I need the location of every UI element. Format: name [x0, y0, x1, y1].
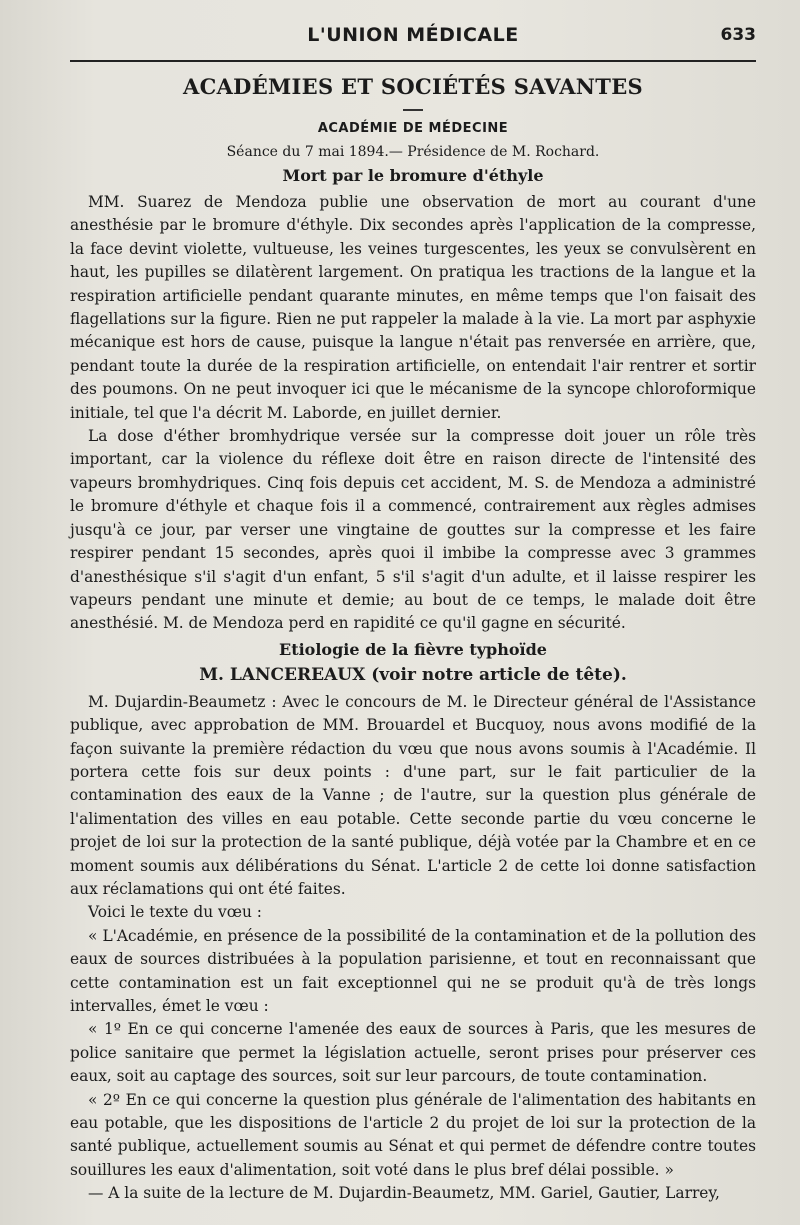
- paragraph-typhoide-2: Voici le texte du vœu :: [88, 903, 262, 922]
- article-subtitle-lancereaux: M. LANCEREAUX (voir notre article de tête).: [199, 664, 627, 685]
- article-title-bromure: Mort par le bromure d'éthyle: [282, 166, 544, 185]
- paragraph-voeu-1: « 1º En ce qui concerne l'amenée des eaux de sources à Paris, que les mesures de police sanitaire que permet la législation actuelle, seront prises pour préserver ces eaux, soit au captage des sources, soit sur leur parcours, de toute contamination.: [70, 1020, 756, 1086]
- running-head: [70, 24, 756, 54]
- header-rule: [70, 60, 756, 62]
- section-title: ACADÉMIES ET SOCIÉTÉS SAVANTES: [182, 74, 643, 99]
- paragraph-voeu-2: « 2º En ce qui concerne la question plus générale de l'alimentation des habitants en eau potable, que les dispositions de l'article 2 du projet de loi sur la protection de la santé publique, actuellement soumis au Sénat et qui permet de défendre contre toutes souillures les eaux d'alimentation, soit voté dans le plus bref délai possible. »: [70, 1090, 756, 1179]
- paragraph-bromure-1: MM. Suarez de Mendoza publie une observation de mort au courant d'une anesthésie par le bromure d'éthyle. Dix secondes après l'application de la compresse, la face devint violette, vultueuse, les veines turgescentes, les yeux se convulsèrent en haut, les pupilles se dilatèrent largement. On pratiqua les tractions de la langue et la respiration artificielle pendant quarante minutes, en même temps que l'on faisait des flagellations sur la figure. Rien ne put rappeler la malade à la vie. La mort par asphyxie mécanique est hors de cause, puisque la langue n'était pas renversée en arrière, que, pendant toute la durée de la respiration artificielle, on entendait l'air rentrer et sortir des poumons. On ne peut invoquer ici que le mécanisme de la syncope chloroformique initiale, tel que l'a décrit M. Laborde, en juillet dernier.: [70, 193, 756, 422]
- article-title-typhoide: Etiologie de la fièvre typhoïde: [279, 639, 547, 659]
- running-title: L'UNION MÉDICALE: [307, 24, 519, 46]
- paragraph-voeu-intro: « L'Académie, en présence de la possibilité de la contamination et de la pollution des eaux de sources distribuées à la population parisienne, et tout en reconnaissant que cette contamination est un fait exceptionnel qui ne se produit qu'à de très longs intervalles, émet le vœu :: [70, 926, 756, 1015]
- paragraph-typhoide-1: M. Dujardin-Beaumetz : Avec le concours de M. le Directeur général de l'Assistance publique, avec approbation de MM. Brouardel et Bucquoy, nous avons modifié de la façon suivante la première rédaction du vœu que nous avons soumis à l'Académie. Il portera cette fois sur deux points : d'une part, sur le fait particulier de la contamination des eaux de la Vanne ; de l'autre, sur la question plus générale de l'alimentation des villes en eau potable. Cette seconde partie du vœu concerne le projet de loi sur la protection de la santé publique, déjà votée par la Chambre et en ce moment soumis aux délibérations du Sénat. L'article 2 de cette loi donne satisfaction aux réclamations qui ont été faites.: [70, 692, 756, 898]
- paragraph-bromure-2: La dose d'éther bromhydrique versée sur la compresse doit jouer un rôle très important, car la violence du réflexe doit être en raison directe de l'intensité des vapeurs bromhydriques. Cinq fois depuis cet accident, M. S. de Mendoza a administré le bromure d'éthyle et chaque fois il a commencé, contrairement aux règles admises jusqu'à ce jour, par verser une vingtaine de gouttes sur la compresse et les faire respirer pendant 15 secondes, après quoi il imbibe la compresse avec 3 grammes d'anesthésique s'il s'agit d'un enfant, 5 s'il s'agit d'un adulte, et il laisse respirer les vapeurs pendant une minute et demie; au bout de ce temps, le malade doit être anesthésié. M. de Mendoza perd en rapidité ce qu'il gagne en sécurité.: [70, 427, 756, 633]
- academy-name: ACADÉMIE DE MÉDECINE: [317, 121, 509, 136]
- paragraph-suite: — A la suite de la lecture de M. Dujardin-Beaumetz, MM. Gariel, Gautier, Larrey,: [88, 1184, 720, 1203]
- seance-line: Séance du 7 mai 1894.— Présidence de M. Rochard.: [226, 144, 600, 160]
- section-divider: [403, 109, 423, 111]
- page-number: 633: [720, 25, 756, 45]
